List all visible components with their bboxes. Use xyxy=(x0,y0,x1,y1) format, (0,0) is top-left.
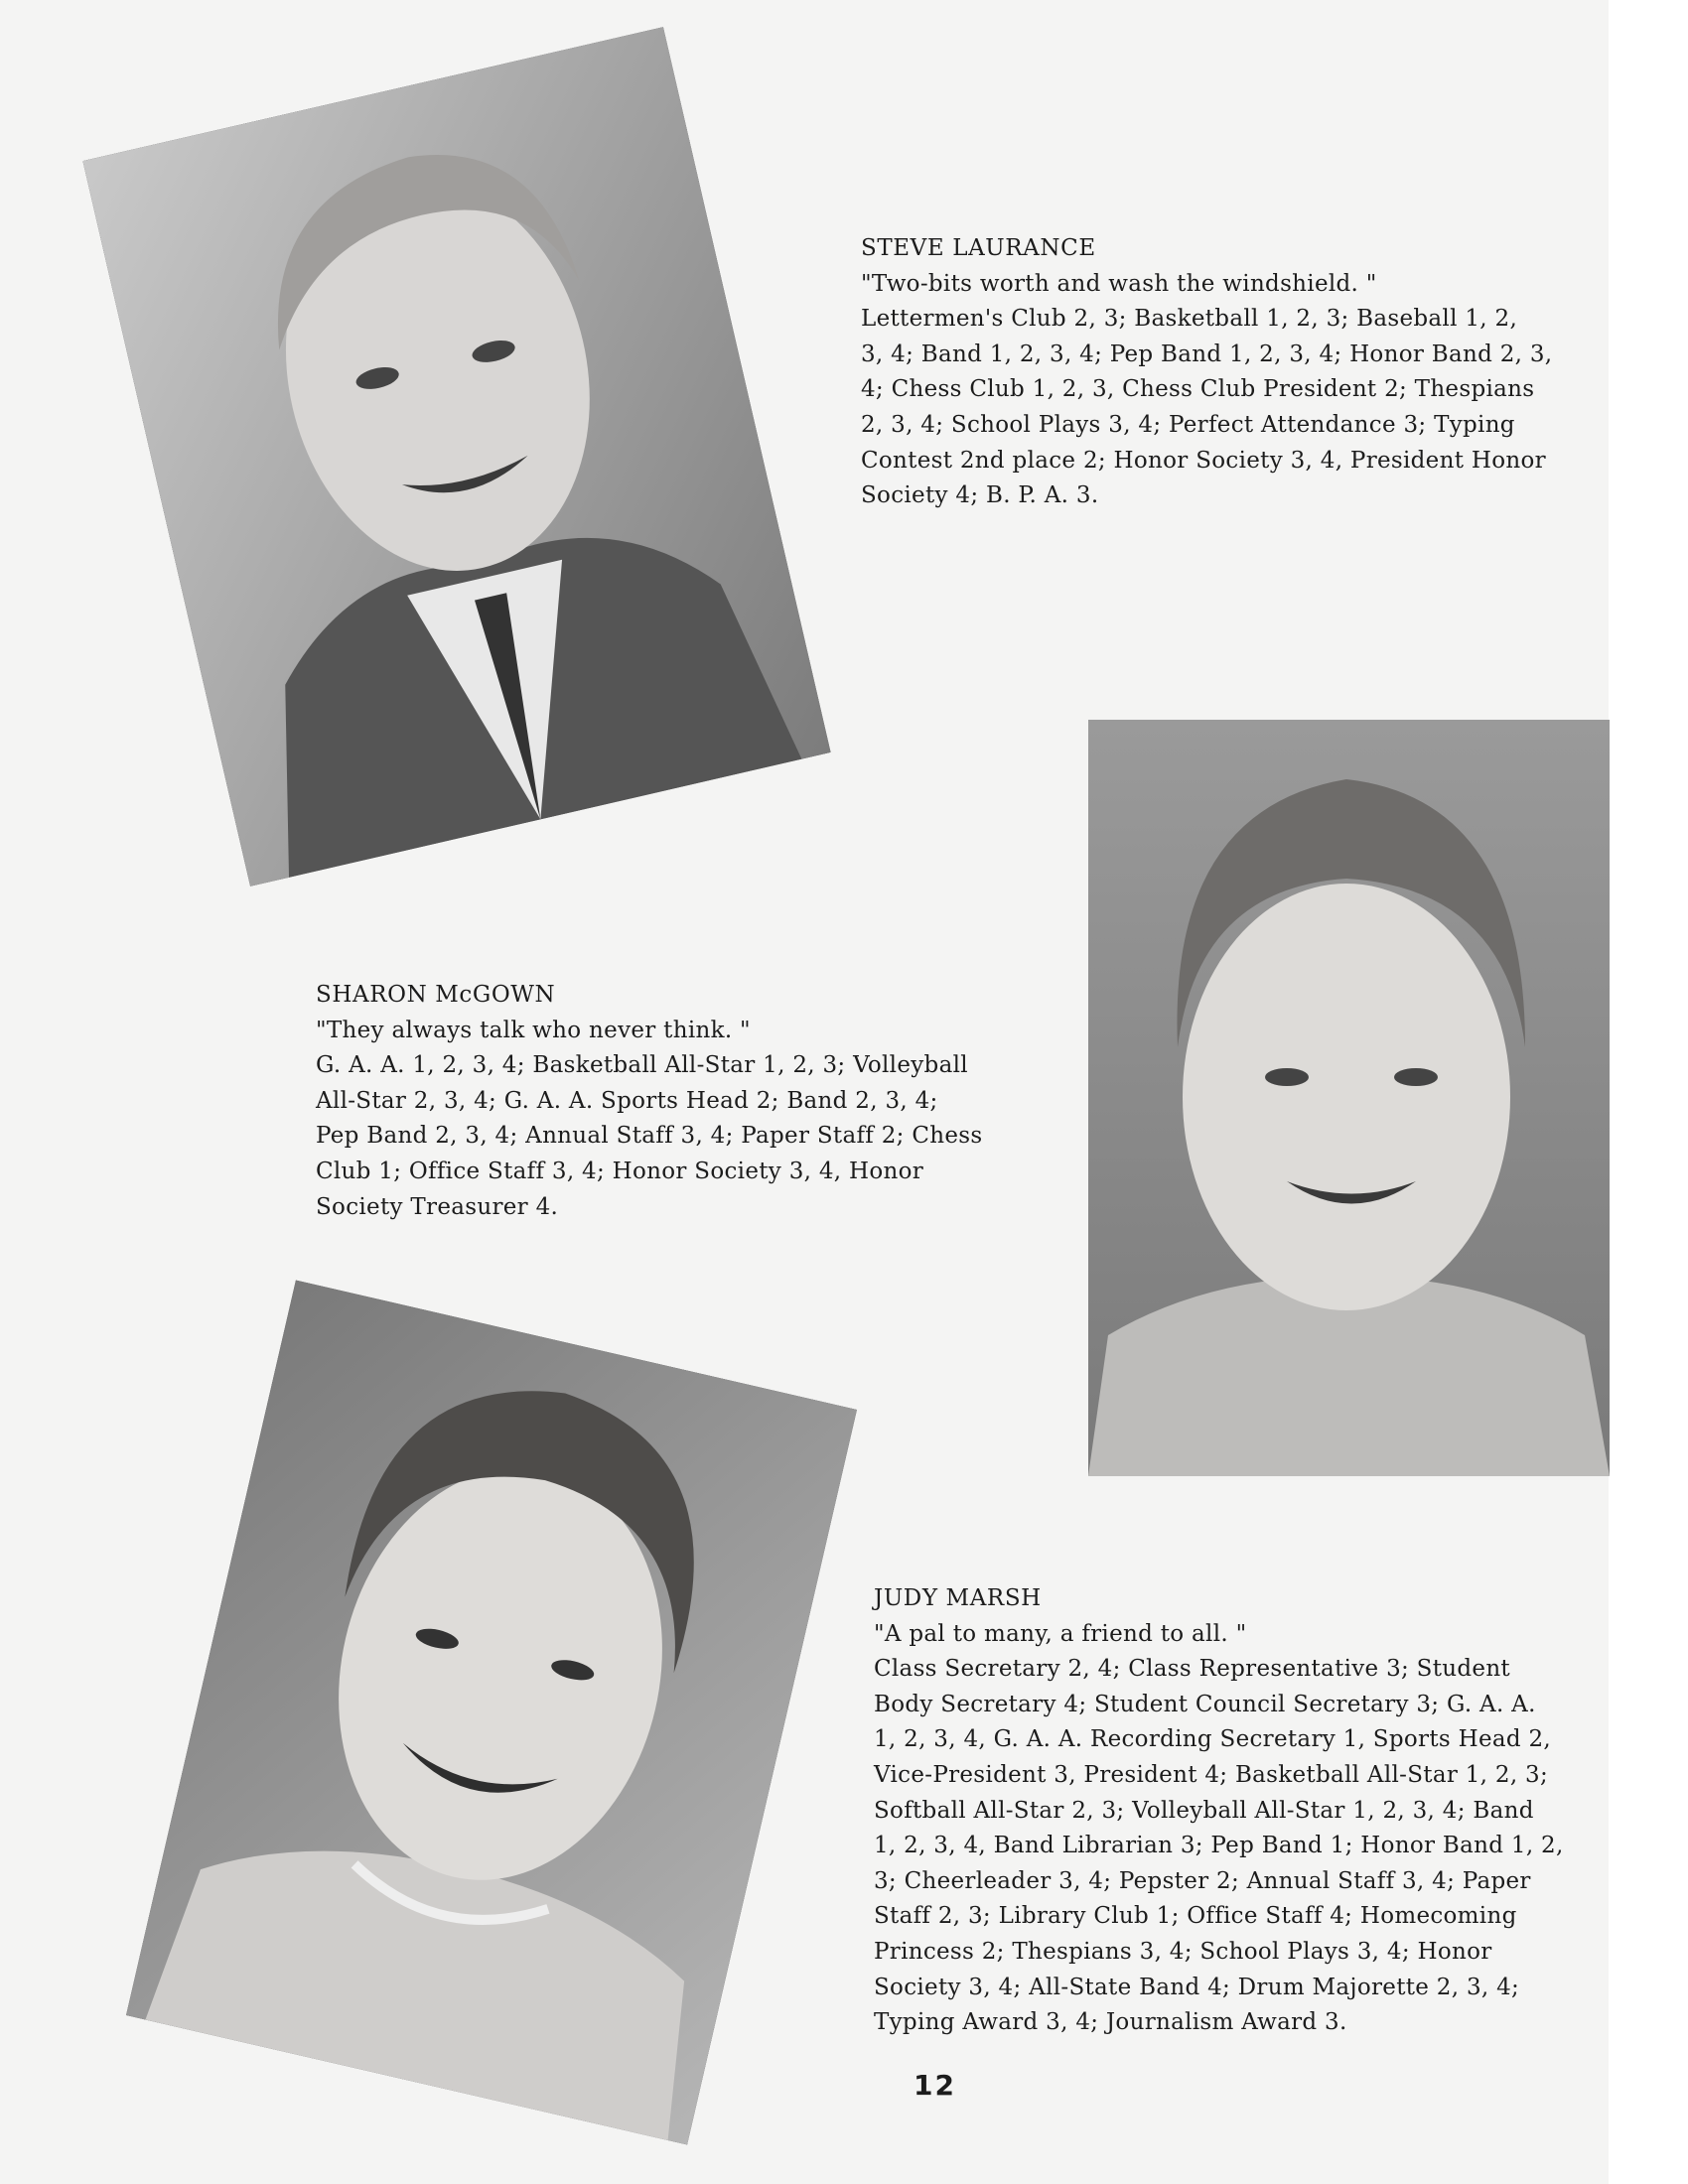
activity-line: 1, 2, 3, 4, G. A. A. Recording Secretary 1, Sports Head 2, xyxy=(874,1726,1552,1753)
activity-line: Lettermen's Club 2, 3; Basketball 1, 2, 3; Baseball 1, 2, xyxy=(861,306,1518,333)
portrait-photo-sharon xyxy=(1088,720,1610,1476)
activity-line: G. A. A. 1, 2, 3, 4; Basketball All-Star 1, 2, 3; Volleyball xyxy=(316,1052,968,1079)
activity-line: Club 1; Office Staff 3, 4; Honor Society 3, 4, Honor xyxy=(316,1158,924,1184)
activity-line: 3; Cheerleader 3, 4; Pepster 2; Annual Staff 3, 4; Paper xyxy=(874,1867,1531,1894)
activity-line: Vice-President 3, President 4; Basketball All-Star 1, 2, 3; xyxy=(874,1761,1549,1788)
activity-line: Staff 2, 3; Library Club 1; Office Staff 4; Homecoming xyxy=(874,1903,1517,1930)
activity-line: 1, 2, 3, 4, Band Librarian 3; Pep Band 1; Honor Band 1, 2, xyxy=(874,1833,1564,1859)
activity-line: All-Star 2, 3, 4; G. A. A. Sports Head 2; Band 2, 3, 4; xyxy=(316,1087,938,1114)
page-number: 12 xyxy=(914,2069,956,2102)
student-quote: "Two-bits worth and wash the windshield. " xyxy=(861,270,1377,297)
student-quote: "A pal to many, a friend to all. " xyxy=(874,1620,1247,1647)
activity-line: 4; Chess Club 1, 2, 3, Chess Club President 2; Thespians xyxy=(861,376,1535,403)
activity-line: 2, 3, 4; School Plays 3, 4; Perfect Attendance 3; Typing xyxy=(861,411,1515,438)
student-name: STEVE LAURANCE xyxy=(861,235,1096,261)
student-name: JUDY MARSH xyxy=(874,1585,1042,1611)
activity-line: Society Treasurer 4. xyxy=(316,1193,559,1220)
activity-line: Princess 2; Thespians 3, 4; School Plays 3, 4; Honor xyxy=(874,1938,1492,1965)
activity-line: Pep Band 2, 3, 4; Annual Staff 3, 4; Paper Staff 2; Chess xyxy=(316,1123,983,1150)
page-margin xyxy=(1609,0,1688,2184)
entry-steve-laurance xyxy=(861,231,1576,514)
student-quote: "They always talk who never think. " xyxy=(316,1017,751,1043)
entry-sharon-mcgown xyxy=(316,978,1031,1225)
activity-line: Body Secretary 4; Student Council Secretary 3; G. A. A. xyxy=(874,1691,1536,1717)
activity-line: Society 4; B. P. A. 3. xyxy=(861,482,1099,509)
activity-line: Contest 2nd place 2; Honor Society 3, 4, President Honor xyxy=(861,447,1546,474)
activity-line: Class Secretary 2, 4; Class Representative 3; Student xyxy=(874,1656,1510,1683)
activity-line: 3, 4; Band 1, 2, 3, 4; Pep Band 1, 2, 3, 4; Honor Band 2, 3, xyxy=(861,341,1553,367)
activity-line: Softball All-Star 2, 3; Volleyball All-Star 1, 2, 3, 4; Band xyxy=(874,1797,1534,1824)
activity-line: Typing Award 3, 4; Journalism Award 3. xyxy=(874,2009,1347,2036)
activity-line: Society 3, 4; All-State Band 4; Drum Majorette 2, 3, 4; xyxy=(874,1974,1520,2000)
entry-judy-marsh xyxy=(874,1581,1589,2041)
student-name: SHARON McGOWN xyxy=(316,982,556,1008)
